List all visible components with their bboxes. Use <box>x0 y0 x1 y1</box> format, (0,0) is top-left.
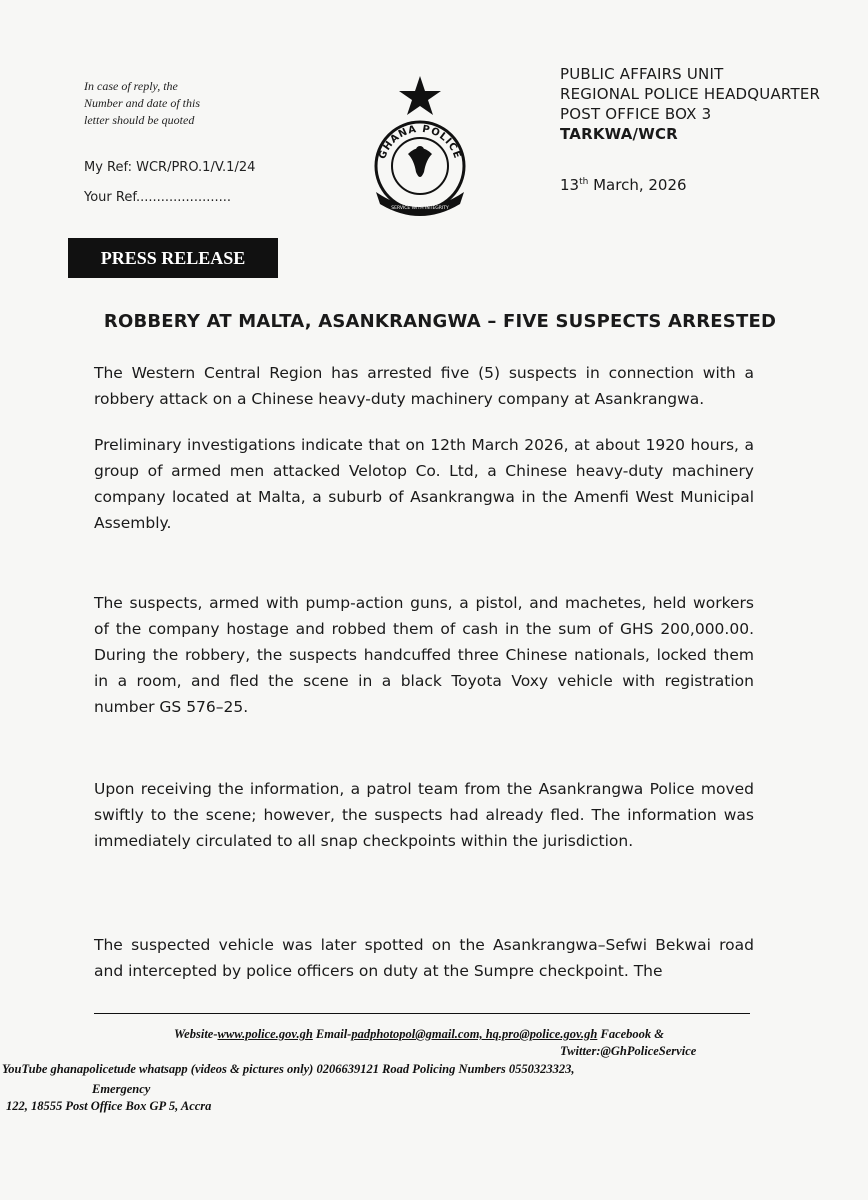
reply-note-line-1: In case of reply, the <box>84 79 178 93</box>
date-rest: March, 2026 <box>588 176 687 194</box>
your-reference: Your Ref....................... <box>84 190 232 205</box>
reply-instruction-note <box>84 78 244 129</box>
sender-address <box>560 64 860 144</box>
reply-note-line-2: Number and date of this <box>84 96 200 110</box>
body-paragraph-1: The Western Central Region has arrested five (5) suspects in connection with a robbery attack on a Chinese heavy-duty machinery company at Asankrangwa. <box>94 364 754 408</box>
press-release-label: PRESS RELEASE <box>68 238 278 278</box>
crest-star <box>399 76 441 115</box>
body-paragraph-2: Preliminary investigations indicate that on 12th March 2026, at about 1920 hours, a group of armed men attacked Velotop Co. Ltd, a Chinese heavy-duty machinery company located at Malta, a suburb of Asankrangwa in the Amenfi West Municipal Assembly. <box>94 436 754 532</box>
body-paragraph-3: The suspects, armed with pump-action guns, a pistol, and machetes, held workers of the company hostage and robbed them of cash in the sum of GHS 200,000.00. During the robbery, the suspects handcuffed three Chinese nationals, locked them in a room, and fled the scene in a black Toyota Voxy vehicle with registration number GS 576–25. <box>94 594 754 716</box>
address-line-4: TARKWA/WCR <box>560 125 678 143</box>
crest-motto: SERVICE WITH INTEGRITY <box>391 206 449 211</box>
body-paragraph-4: Upon receiving the information, a patrol team from the Asankrangwa Police moved swiftly to the scene; however, the suspects had already fled. The information was immediately circulated to all snap checkpoints within the jurisdiction. <box>94 780 754 850</box>
reply-note-line-3: letter should be quoted <box>84 113 195 127</box>
date-day: 13 <box>560 176 580 194</box>
release-date <box>560 176 687 194</box>
facebook-label: Facebook & <box>597 1027 665 1041</box>
footer-social-line: YouTube ghanapolicetude whatsapp (videos & pictures only) 0206639121 Road Policing Numbers 0550323323, <box>2 1062 575 1076</box>
my-reference: My Ref: WCR/PRO.1/V.1/24 <box>84 160 256 175</box>
headline: ROBBERY AT MALTA, ASANKRANGWA – FIVE SUSPECTS ARRESTED <box>103 311 777 332</box>
address-line-3: POST OFFICE BOX 3 <box>560 105 712 123</box>
email-link[interactable]: padphotopol@gmail.com, hq.pro@police.gov.gh <box>351 1027 598 1041</box>
footer-emergency-label: Emergency <box>92 1082 151 1096</box>
ghana-police-crest <box>360 72 480 222</box>
email-label: Email- <box>312 1027 352 1041</box>
footer-postal-line: 122, 18555 Post Office Box GP 5, Accra <box>6 1099 212 1113</box>
footer-divider <box>94 1013 750 1014</box>
footer-contact-line <box>174 1027 664 1042</box>
body-paragraph-5: The suspected vehicle was later spotted on the Asankrangwa–Sefwi Bekwai road and intercepted by police officers on duty at the Sumpre checkpoint. The <box>94 936 754 980</box>
footer-twitter: Twitter:@GhPoliceService <box>560 1044 697 1058</box>
website-link[interactable]: www.police.gov.gh <box>217 1027 313 1041</box>
date-suffix: th <box>579 177 589 187</box>
address-line-1: PUBLIC AFFAIRS UNIT <box>560 65 724 83</box>
crest-text: GHANA POLICE <box>377 123 463 161</box>
website-label: Website- <box>174 1027 218 1041</box>
address-line-2: REGIONAL POLICE HEADQUARTER <box>560 85 821 103</box>
